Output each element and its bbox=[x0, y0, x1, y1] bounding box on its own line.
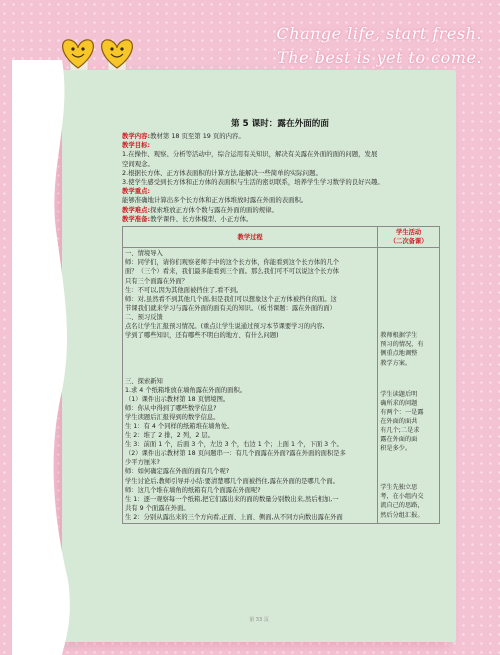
note-line: 积是多少。 bbox=[380, 445, 412, 453]
process-line: 师：你从中得到了哪些数学信息? bbox=[125, 404, 217, 412]
student-activity-note bbox=[380, 483, 437, 519]
process-line: 只有三个面露在外面？ bbox=[125, 277, 188, 285]
student-activity-note bbox=[380, 390, 437, 454]
process-table bbox=[122, 226, 440, 524]
process-line: 面？（三个）看来，我们最多能看到三个面。那么我们可不可以说这个长方体 bbox=[125, 268, 340, 276]
process-line: （2）课件出示教材第 18 页问题串一：有几个面露在外面?露在外面的面积是多 bbox=[125, 450, 346, 458]
objectives-label: 教学目标: bbox=[122, 141, 151, 150]
process-line: 节课我们就来学习与露在外面的面有关的知识。（板书课题：露在外面的面） bbox=[125, 304, 336, 312]
key-text: 能够准确地计算出多个长方体和正方体堆放时露在外面的表面积。 bbox=[122, 196, 308, 205]
process-line: 生 1：逐一观察每一个纸箱,把它们露出来的面的数量分别数出来,然后相加,一 bbox=[125, 495, 339, 503]
content-label: 教学内容: bbox=[122, 132, 151, 140]
process-line bbox=[125, 349, 375, 358]
objective-line: 2.根据长方体、正方体表面积的计算方法,能解决一些简单的实际问题。 bbox=[122, 168, 322, 177]
note-line: 在外面的面共 bbox=[380, 417, 418, 425]
process-cell bbox=[123, 248, 378, 524]
process-line: 学生读题后汇报得到的数学信息。 bbox=[125, 413, 220, 421]
key-label: 教学重点: bbox=[122, 187, 151, 196]
process-line: 师：同学们，请你们观察老师手中的这个长方体，你能看到这个长方体的几个 bbox=[125, 259, 340, 267]
process-line: 三、探索新知 bbox=[125, 377, 163, 385]
lesson-content bbox=[122, 118, 438, 524]
process-line bbox=[125, 340, 375, 349]
table-header-row bbox=[123, 227, 440, 248]
note-line: 预习的情况，有 bbox=[380, 341, 424, 349]
difficulty-label: 教学难点: bbox=[122, 205, 151, 214]
process-line: 生 1：有 4 个同样的纸箱堆在墙角处。 bbox=[125, 423, 234, 430]
process-line: 师：这几个堆在墙角的纸箱有几个面露在外面呢? bbox=[125, 486, 261, 494]
page-number: 第 33 页 bbox=[249, 617, 269, 623]
note-line: 有两个：一是露 bbox=[380, 408, 424, 416]
process-line: 学生讨论后,教师引导并小结:要清楚哪几个面被挡住,露在外面的是哪几个面。 bbox=[125, 477, 339, 485]
note-line: 侧重点地调整 bbox=[380, 350, 418, 358]
process-line: 生 3：前面 1 个，后面 3 个，左边 3 个，右边 1 个；上面 1 个，下面 3 个。 bbox=[125, 441, 343, 449]
note-line: 确所求的问题 bbox=[380, 399, 418, 407]
table-body-row bbox=[123, 248, 440, 524]
objective-line: 3.使学生感受到长方体和正方体的表面积与生活的密切联系，培养学生学习数学的良好兴趣。 bbox=[122, 178, 384, 187]
process-line: 共有 9 个面露在外面。 bbox=[125, 504, 190, 512]
prep-text: 教学课件、长方体模型、小正方体。 bbox=[150, 214, 253, 223]
note-line: 有几个;二是求 bbox=[380, 426, 420, 434]
difficulty-row bbox=[122, 206, 438, 215]
difficulty-text: 探索堆放正方体个数与露在外面的面的规律。 bbox=[150, 205, 278, 214]
objective-line: 空间观念。 bbox=[122, 159, 154, 168]
note-line: 然后分组汇报。 bbox=[380, 511, 424, 519]
process-line: 学到了哪些知识，还有哪些不明白的地方、有什么问题) bbox=[125, 332, 279, 340]
note-line: 露在外面的面 bbox=[380, 436, 418, 444]
process-line: 1.求 4 个纸箱堆放在墙角露在外面的面积。 bbox=[125, 386, 247, 394]
process-line: 少平方厘米? bbox=[125, 459, 160, 467]
header-activity-line: （二次备课） bbox=[389, 238, 428, 246]
content-row bbox=[122, 132, 438, 141]
activity-cell bbox=[378, 248, 440, 524]
process-line: 师：如何确定露在外面的面有几个呢? bbox=[125, 468, 230, 476]
process-line: 生 2：堆了 2 排，2 列，2 层。 bbox=[125, 432, 215, 440]
note-line: 学生先独立思 bbox=[380, 484, 418, 492]
prep-row bbox=[122, 215, 438, 224]
note-line: 流自己的思路， bbox=[380, 502, 424, 510]
header-activity-line: 学生活动 bbox=[396, 229, 422, 237]
process-line bbox=[125, 367, 375, 376]
process-line: 生：不可以,因为其他面被挡住了,看不到。 bbox=[125, 286, 243, 294]
prep-label: 教学准备: bbox=[122, 214, 151, 223]
student-activity-note bbox=[380, 331, 437, 367]
decorative-wave bbox=[12, 60, 76, 655]
banner-line-1: Change life, start fresh. bbox=[276, 24, 482, 43]
process-line: 点名让学生汇报预习情况。(重点让学生说通过预习本节课要学习的内容, bbox=[125, 322, 325, 330]
note-line: 学生读题后明 bbox=[380, 390, 418, 398]
process-line: 生 2：分别从露出来的三个方向看,正面、上面、侧面,从不同方向数出露在外面 bbox=[125, 513, 343, 521]
note-line: 教师根据学生 bbox=[380, 332, 418, 340]
process-line: 二、预习反馈 bbox=[125, 313, 163, 321]
objective-line: 1.在操作、观察、分析等活动中，综合运用有关知识，解决有关露在外面的面的问题，发展 bbox=[122, 150, 378, 159]
note-line: 教学方案。 bbox=[380, 359, 412, 367]
process-line: 一、情境导入 bbox=[125, 250, 163, 258]
content-text: 教材第 18 页至第 19 页的内容。 bbox=[150, 132, 245, 140]
banner-line-2: The best is yet to come. bbox=[277, 48, 482, 67]
process-line: （1）课件出示教材第 18 页情境图。 bbox=[125, 395, 230, 403]
lesson-title: 第 5 课时：露在外面的面 bbox=[231, 119, 329, 129]
header-activity bbox=[378, 227, 440, 248]
note-line: 考，在小组内交 bbox=[380, 493, 424, 501]
process-line: 师：对,虽然看不到其他几个面,但是我们可以想象这个正方体被挡住的面。这 bbox=[125, 295, 337, 303]
process-line bbox=[125, 358, 375, 367]
header-process: 教学过程 bbox=[123, 227, 378, 248]
